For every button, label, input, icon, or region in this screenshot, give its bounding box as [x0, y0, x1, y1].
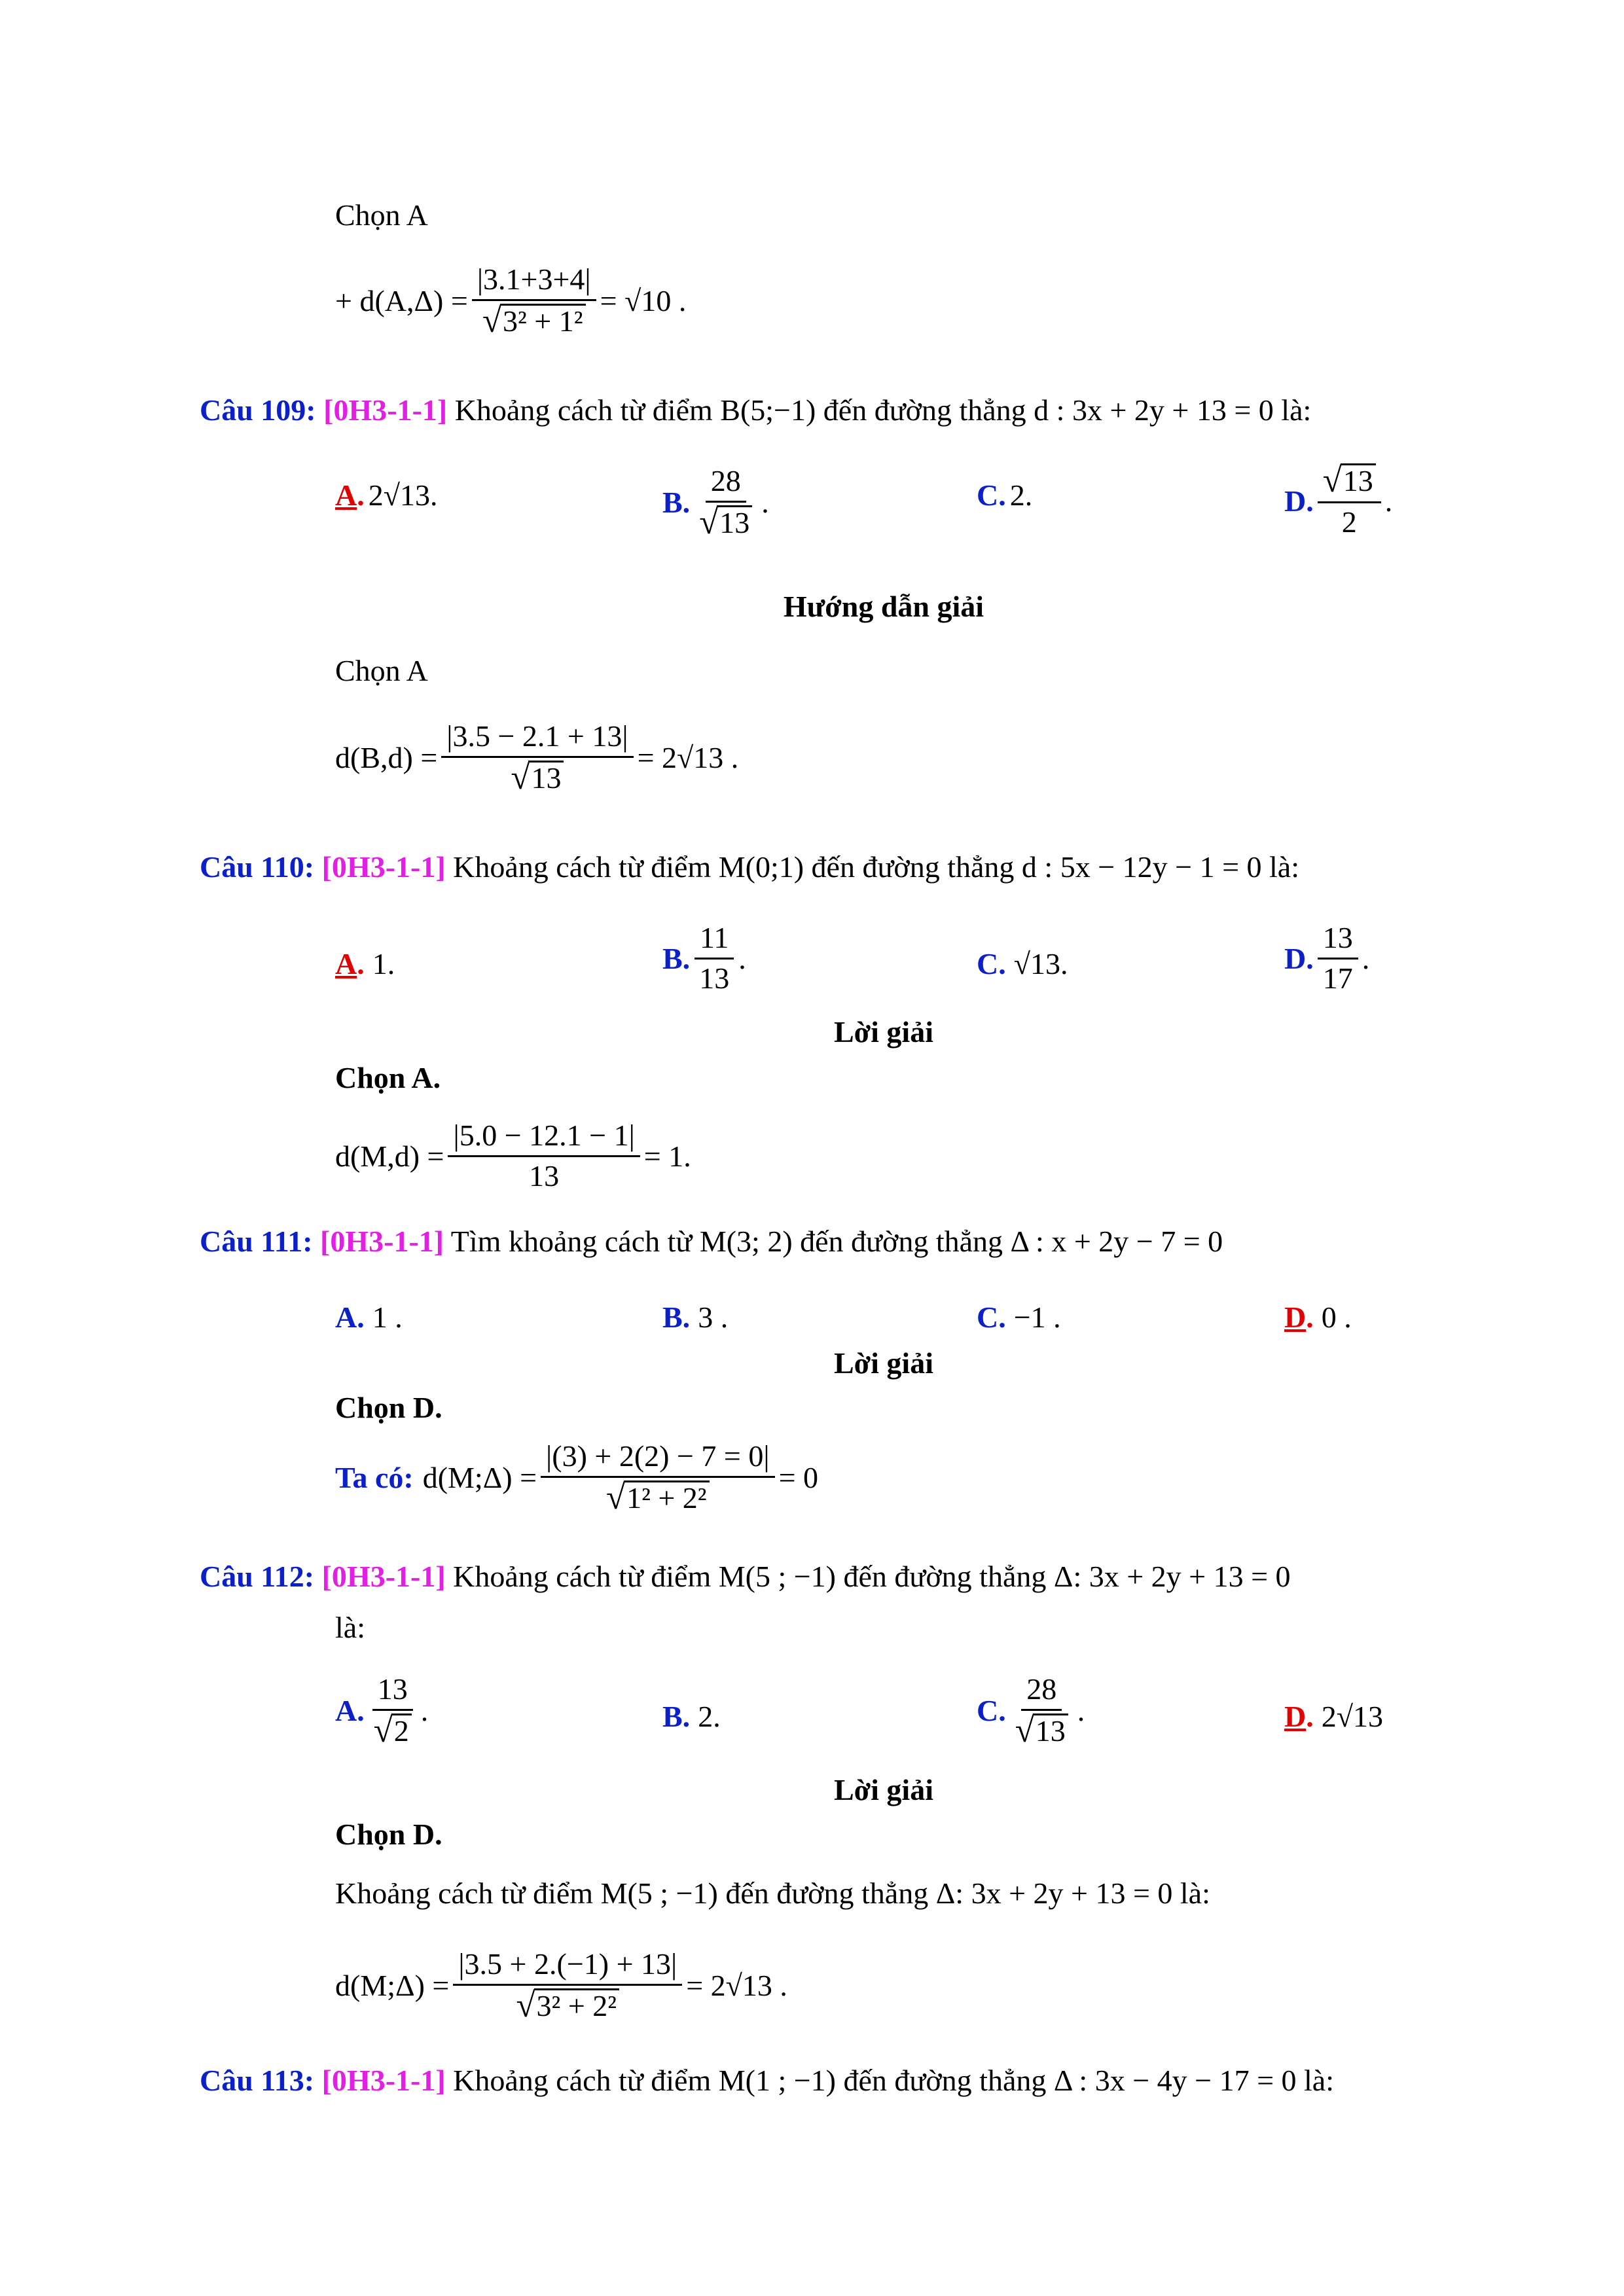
q111-option-d[interactable]: D . 0 . [1284, 1300, 1352, 1334]
question-110: Câu 110: [0H3-1-1] Khoảng cách từ điểm M(0;1) đến đường thẳng d : 5x − 12y − 1 = 0 là: [200, 850, 1300, 884]
q109-text: Khoảng cách từ điểm B(5;−1) đến đường thẳng d : 3x + 2y + 13 = 0 là: [454, 393, 1312, 427]
q112-formula: d(M;Δ) = |3.5 + 2.(−1) + 13| √ 3² + 2² = 2√13 . [335, 1947, 787, 2024]
formula-top [335, 263, 686, 338]
question-109 [200, 393, 1311, 427]
q109-option-b[interactable]: B. 28 √ 13 . [662, 464, 769, 541]
question-111: Câu 111: [0H3-1-1] Tìm khoảng cách từ M(3; 2) đến đường thẳng Δ : x + 2y − 7 = 0 [200, 1225, 1223, 1258]
q111-solution-heading: Lời giải [834, 1346, 933, 1380]
q109-option-d[interactable]: D. √ 13 2 . [1284, 461, 1393, 539]
q112-solution-text: Khoảng cách từ điểm M(5 ; −1) đến đường thẳng Δ: 3x + 2y + 13 = 0 là: [335, 1876, 1210, 1910]
q112-option-b[interactable]: B. 2. [662, 1700, 721, 1733]
formula-top-prefix: + d(A,Δ) = [335, 284, 468, 318]
q110-option-b[interactable]: B. $\frac{11}{13}$ . [662, 921, 746, 995]
choose-a-top: Chọn A [335, 198, 428, 232]
formula-top-num: |3.1+3+4| [472, 263, 596, 301]
question-112: Câu 112: [0H3-1-1] Khoảng cách từ điểm M(5 ; −1) đến đường thẳng Δ: 3x + 2y + 13 = 0 [200, 1560, 1291, 1593]
q112-solution-heading: Lời giải [834, 1773, 933, 1806]
q109-label: Câu 109: [200, 393, 316, 427]
q110-formula: d(M,d) = $\frac{|5.0 - 12.1 - 1|}{13}$ = 1. [335, 1119, 691, 1193]
question-113: Câu 113: [0H3-1-1] Khoảng cách từ điểm M(1 ; −1) đến đường thẳng Δ : 3x − 4y − 17 = 0 là: [200, 2064, 1334, 2097]
q109-formula: d(B,d) = |3.5 − 2.1 + 13| √ 13 = 2√13 . [335, 719, 739, 797]
q111-option-b[interactable]: B. 3 . [662, 1300, 729, 1334]
q112-option-c[interactable]: C. 28 √ 13 . [977, 1672, 1085, 1749]
q112-option-a[interactable]: A. 13 √ 2 . [335, 1672, 429, 1749]
q111-choose: Chọn D. [335, 1391, 442, 1424]
q110-solution-heading: Lời giải [834, 1015, 933, 1049]
q109-option-c[interactable]: C. 2. [977, 478, 1033, 512]
q111-option-a[interactable]: A. 1 . [335, 1300, 403, 1334]
q110-choose: Chọn A. [335, 1061, 441, 1094]
formula-top-result: = √10 . [600, 284, 687, 318]
q112-option-d[interactable]: D . 2√13 [1284, 1700, 1383, 1733]
q109-option-a[interactable]: A . 2√13. [335, 478, 438, 512]
q111-formula: Ta có: d(M;Δ) = |(3) + 2(2) − 7 = 0| √ 1² + 2² = 0 [335, 1439, 819, 1516]
q112-choose: Chọn D. [335, 1818, 442, 1851]
formula-top-fraction: |3.1+3+4| √ 3² + 1² [472, 263, 596, 338]
q110-option-a[interactable]: A . 1. [335, 947, 395, 980]
q110-option-d[interactable]: D. $\frac{13}{17}$ . [1284, 921, 1370, 995]
q109-tag: [0H3-1-1] [323, 393, 448, 427]
formula-top-den: 3² + 1² [500, 304, 586, 338]
q109-solution-heading: Hướng dẫn giải [783, 590, 984, 623]
q111-option-c[interactable]: C. −1 . [977, 1300, 1061, 1334]
q109-choose: Chọn A [335, 654, 428, 687]
q110-option-c[interactable]: C. √13. [977, 947, 1068, 980]
question-112-cont: là: [335, 1611, 365, 1644]
